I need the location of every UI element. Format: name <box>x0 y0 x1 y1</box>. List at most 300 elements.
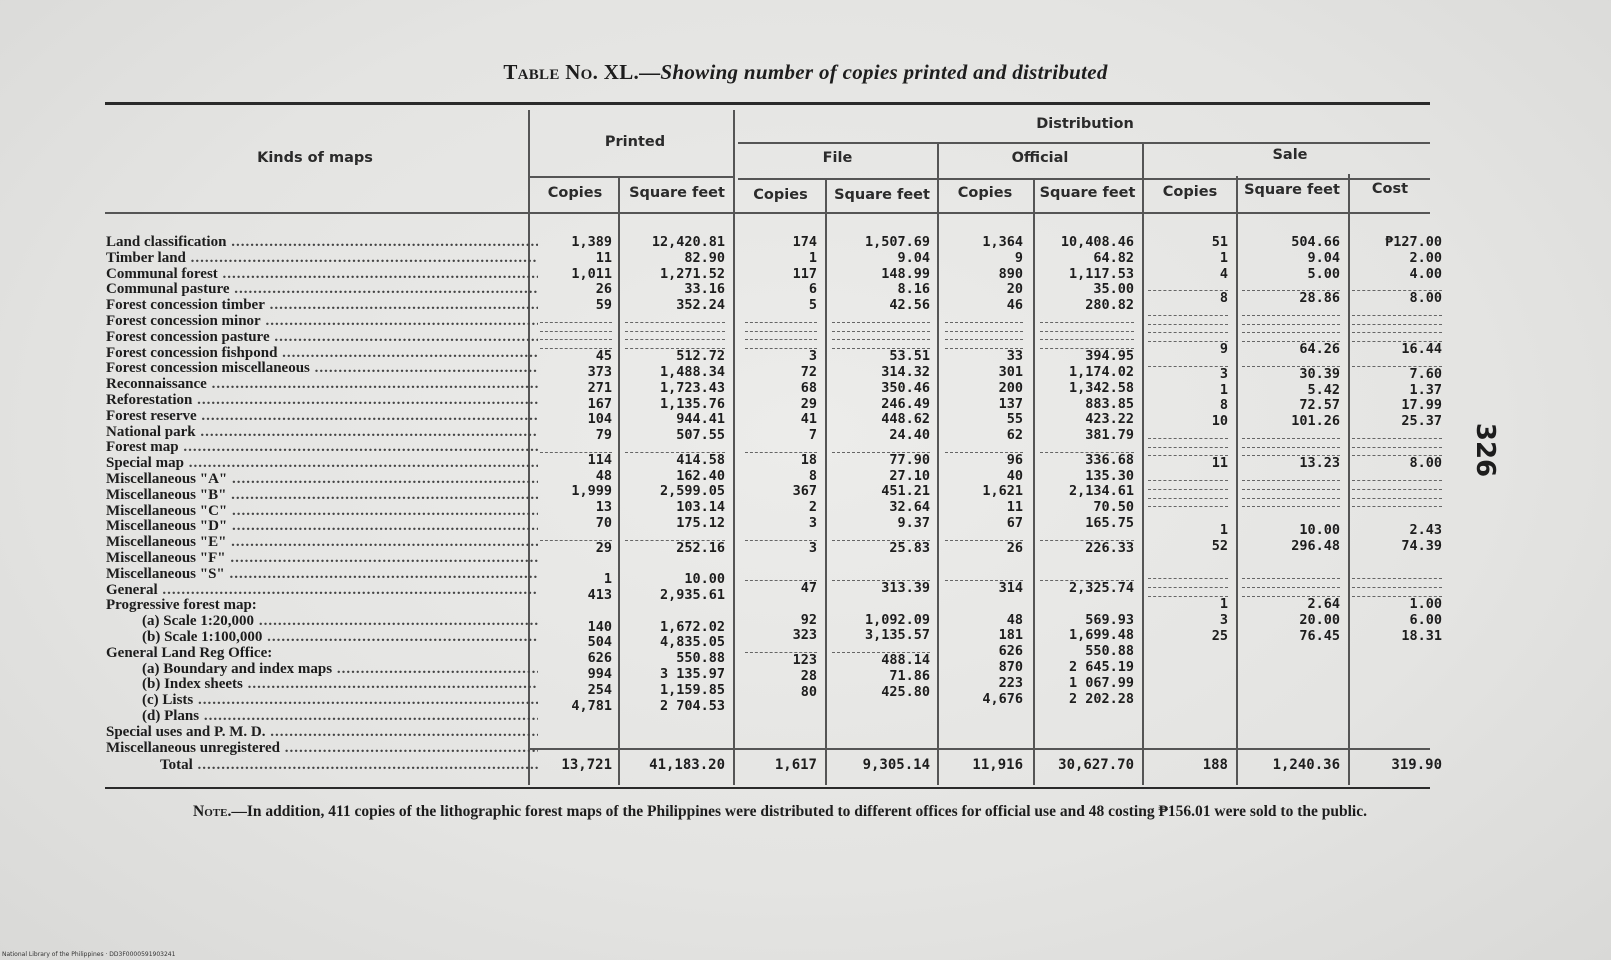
table-cell: 4 <box>1219 265 1228 282</box>
header-sale-sqft: Square feet <box>1244 182 1340 198</box>
table-cell: 1,364 <box>982 234 1023 250</box>
table-cell: ₱127.00 <box>1385 234 1442 250</box>
table-cell: 46 <box>1006 297 1023 314</box>
table-cell: 68 <box>800 379 817 396</box>
dash-leader <box>745 333 817 349</box>
table-cell: 1,999 <box>571 483 612 500</box>
table-cell: 7.60 <box>1409 365 1442 382</box>
table-cell: 1,342.58 <box>1068 379 1134 396</box>
map-kind-label: Miscellaneous "A" ..... <box>106 472 538 488</box>
table-cell: 167 <box>587 395 612 412</box>
grid-line <box>738 142 1430 144</box>
header-file: File <box>822 150 853 166</box>
dash-leader <box>1242 492 1340 508</box>
dash-leader <box>1148 441 1228 457</box>
table-cell: 1,723.43 <box>659 379 725 396</box>
table-cell: 413 <box>587 586 612 603</box>
table-cell: 2,935.61 <box>659 586 725 603</box>
map-kind-label: Forest concession fishpond ..... <box>106 346 538 362</box>
header-file-sqft: Square feet <box>834 187 930 203</box>
table-cell: 451.21 <box>881 483 930 500</box>
table-cell: 2.64 <box>1307 595 1340 612</box>
table-cell: 17.99 <box>1401 397 1442 414</box>
table-cell: 137 <box>998 395 1023 412</box>
table-cell: 314 <box>998 579 1023 596</box>
table-cell: 550.88 <box>1085 643 1134 660</box>
map-kind-label: Communal pasture ..... <box>106 282 538 298</box>
dash-leader <box>1352 581 1442 597</box>
table-cell: 3 135.97 <box>659 665 725 682</box>
table-cell: 32.64 <box>889 499 930 516</box>
total-official-sqft: 30,627.70 <box>1058 757 1134 773</box>
table-cell: 26 <box>595 281 612 298</box>
table-cell: 423.22 <box>1085 411 1134 428</box>
page-number: 326 <box>1470 422 1500 478</box>
top-rule <box>105 102 1430 105</box>
table-cell: 72 <box>800 363 817 380</box>
header-printed-copies: Copies <box>547 185 603 201</box>
empty-cell <box>1040 565 1134 581</box>
table-cell: 1.37 <box>1409 381 1442 398</box>
table-cell: 1,159.85 <box>659 681 725 698</box>
empty-cell <box>1352 492 1442 508</box>
table-cell: 103.14 <box>676 499 725 516</box>
table-cell: 1 <box>808 249 817 266</box>
total-file-sqft: 9,305.14 <box>862 757 930 773</box>
table-cell: 55 <box>1006 411 1023 428</box>
table-cell: 890 <box>998 265 1023 282</box>
grid-line <box>1142 144 1144 785</box>
table-cell: 30.39 <box>1299 365 1340 382</box>
table-cell: 10 <box>1211 413 1228 430</box>
table-cell: 3 <box>808 514 817 531</box>
empty-cell <box>1148 507 1228 523</box>
map-kind-label: Miscellaneous "E" ..... <box>106 535 538 551</box>
empty-cell <box>945 565 1023 581</box>
table-cell: 9.04 <box>1307 249 1340 266</box>
table-cell: 140 <box>587 618 612 635</box>
table-cell: 5 <box>808 297 817 314</box>
table-cell: 1,672.02 <box>659 618 725 635</box>
map-kind-label: National park ..... <box>106 425 538 441</box>
file-copies-column <box>745 235 817 700</box>
header-distribution: Distribution <box>1036 116 1134 132</box>
dash-leader <box>1148 492 1228 508</box>
map-kind-label: Miscellaneous unregistered ..... <box>106 741 538 757</box>
table-cell: 1,117.53 <box>1068 265 1134 282</box>
table-cell: 1,488.34 <box>659 363 725 380</box>
dash-leader <box>1148 275 1228 291</box>
table-cell: 569.93 <box>1085 611 1134 628</box>
table-cell: 313.39 <box>881 579 930 596</box>
empty-cell <box>625 604 725 620</box>
table-cell: 1,011 <box>571 265 612 282</box>
table-cell: 8 <box>808 467 817 484</box>
map-kind-label: Miscellaneous "C" ..... <box>106 504 538 520</box>
table-cell: 8 <box>1219 290 1228 307</box>
table-cell: 92 <box>800 611 817 628</box>
table-cell: 174 <box>792 234 817 250</box>
table-cell: 626 <box>998 643 1023 660</box>
empty-cell <box>832 565 930 581</box>
header-file-copies: Copies <box>753 187 808 203</box>
total-sale-copies: 188 <box>1202 757 1228 773</box>
table-cell: 2 704.53 <box>659 697 725 714</box>
dash-leader <box>540 333 612 349</box>
table-cell: 448.62 <box>881 411 930 428</box>
dash-leader <box>1040 565 1134 581</box>
table-cell: 42.56 <box>889 297 930 314</box>
table-cell: 3 <box>808 348 817 365</box>
dash-leader <box>625 333 725 349</box>
map-kind-label: Special uses and P. M. D. ..... <box>106 725 538 741</box>
table-cell: 29 <box>800 395 817 412</box>
empty-cell <box>625 333 725 349</box>
table-cell: 4,835.05 <box>659 634 725 651</box>
table-title-prefix: Table No. XL.— <box>503 60 661 84</box>
table-cell: 488.14 <box>881 651 930 668</box>
map-kind-label: Timber land ..... <box>106 251 538 267</box>
map-kind-label: Special map ..... <box>106 456 538 472</box>
empty-cell <box>745 333 817 349</box>
table-cell: 27.10 <box>889 467 930 484</box>
table-cell: 47 <box>800 579 817 596</box>
empty-cell <box>1352 507 1442 523</box>
table-cell: 4,676 <box>982 690 1023 707</box>
empty-cell <box>1148 492 1228 508</box>
table-cell: 944.41 <box>676 411 725 428</box>
table-cell: 64.82 <box>1093 249 1134 266</box>
table-cell: 226.33 <box>1085 539 1134 556</box>
table-cell: 18 <box>800 451 817 468</box>
total-file-copies: 1,617 <box>774 757 817 773</box>
printed-sqft-column <box>625 235 725 714</box>
table-cell: 1,092.09 <box>864 611 930 628</box>
table-cell: 1,699.48 <box>1068 627 1134 644</box>
dash-leader <box>1242 441 1340 457</box>
table-cell: 28 <box>800 667 817 684</box>
map-kind-label: Land classification ..... <box>106 235 538 251</box>
dash-leader <box>832 565 930 581</box>
table-cell: 26 <box>1006 539 1023 556</box>
table-cell: 114 <box>587 451 612 468</box>
official-copies-column <box>945 235 1023 707</box>
table-cell: 2 <box>808 499 817 516</box>
header-sale-copies: Copies <box>1162 184 1218 200</box>
table-cell: 48 <box>595 467 612 484</box>
table-cell: 165.75 <box>1085 514 1134 531</box>
table-cell: 1,389 <box>571 234 612 250</box>
dash-leader <box>1148 326 1228 342</box>
table-cell: 48 <box>1006 611 1023 628</box>
table-cell: 2.43 <box>1409 522 1442 539</box>
map-kind-label: Miscellaneous "S" ..... <box>106 567 538 583</box>
table-cell: 367 <box>792 483 817 500</box>
map-kind-label: (c) Lists ..... <box>106 693 538 709</box>
table-cell: 52 <box>1211 537 1228 554</box>
table-cell: 175.12 <box>676 514 725 531</box>
table-cell: 2.00 <box>1409 249 1442 266</box>
table-cell: 9 <box>1219 341 1228 358</box>
dash-leader <box>945 333 1023 349</box>
table-cell: 2,325.74 <box>1068 579 1134 596</box>
table-cell: 2,134.61 <box>1068 483 1134 500</box>
table-cell: 414.58 <box>676 451 725 468</box>
empty-cell <box>540 333 612 349</box>
map-kind-label: Forest map ..... <box>106 440 538 456</box>
empty-cell <box>832 597 930 613</box>
table-cell: 101.26 <box>1291 413 1340 430</box>
table-cell: 45 <box>595 348 612 365</box>
table-cell: 1,271.52 <box>659 265 725 282</box>
table-cell: 1 <box>603 571 612 588</box>
empty-cell <box>1148 441 1228 457</box>
table-cell: 280.82 <box>1085 297 1134 314</box>
map-kind-label: Communal forest ..... <box>106 267 538 283</box>
table-cell: 252.16 <box>676 539 725 556</box>
map-kind-label: (b) Scale 1:100,000 ..... <box>106 630 538 646</box>
dash-leader <box>1352 326 1442 342</box>
table-cell: 1,621 <box>982 483 1023 500</box>
table-cell: 2 202.28 <box>1068 690 1134 707</box>
map-kind-label: (d) Plans ..... <box>106 709 538 725</box>
table-cell: 336.68 <box>1085 451 1134 468</box>
table-cell: 33 <box>1006 348 1023 365</box>
table-cell: 82.90 <box>684 249 725 266</box>
table-cell: 223 <box>998 674 1023 691</box>
table-cell: 33.16 <box>684 281 725 298</box>
empty-cell <box>832 333 930 349</box>
table-cell: 1,135.76 <box>659 395 725 412</box>
table-cell: 7 <box>808 427 817 444</box>
table-cell: 80 <box>800 683 817 700</box>
table-cell: 29 <box>595 539 612 556</box>
note-lead: Note. <box>193 803 232 820</box>
table-cell: 4,781 <box>571 697 612 714</box>
empty-cell <box>745 437 817 453</box>
table-cell: 71.86 <box>889 667 930 684</box>
table-cell: 10.00 <box>1299 522 1340 539</box>
dash-leader <box>745 565 817 581</box>
cost-column <box>1352 235 1442 644</box>
empty-cell <box>1352 441 1442 457</box>
table-cell: 394.95 <box>1085 348 1134 365</box>
empty-cell <box>1040 333 1134 349</box>
dash-leader <box>1148 351 1228 367</box>
table-cell: 6 <box>808 281 817 298</box>
table-note <box>110 800 1450 824</box>
table-cell: 117 <box>792 265 817 282</box>
map-kind-label: Reforestation ..... <box>106 393 538 409</box>
table-cell: 181 <box>998 627 1023 644</box>
table-cell: 41 <box>800 411 817 428</box>
table-cell: 1 <box>1219 249 1228 266</box>
empty-cell <box>745 565 817 581</box>
table-cell: 425.80 <box>881 683 930 700</box>
table-cell: 1 <box>1219 595 1228 612</box>
table-cell: 1 <box>1219 381 1228 398</box>
map-kind-label: Forest concession pasture ..... <box>106 330 538 346</box>
table-cell: 18.31 <box>1401 627 1442 644</box>
table-cell: 254 <box>587 681 612 698</box>
map-kind-label: (b) Index sheets ..... <box>106 677 538 693</box>
table-cell: 381.79 <box>1085 427 1134 444</box>
table-cell: 12,420.81 <box>651 234 725 250</box>
map-kind-label: Forest concession miscellaneous ..... <box>106 361 538 377</box>
empty-cell <box>625 556 725 572</box>
map-kind-label: Miscellaneous "B" ..... <box>106 488 538 504</box>
table-cell: 28.86 <box>1299 290 1340 307</box>
table-cell: 8.00 <box>1409 290 1442 307</box>
table-cell: 5.42 <box>1307 381 1340 398</box>
table-cell: 11 <box>595 249 612 266</box>
table-cell: 20 <box>1006 281 1023 298</box>
table-cell: 25.37 <box>1401 413 1442 430</box>
dash-leader <box>1242 581 1340 597</box>
table-cell: 51 <box>1211 234 1228 250</box>
table-cell: 323 <box>792 627 817 644</box>
table-title-italic: Showing number of copies printed and distributed <box>660 60 1108 84</box>
table-cell: 6.00 <box>1409 611 1442 628</box>
table-cell: 4.00 <box>1409 265 1442 282</box>
grid-line <box>530 176 735 178</box>
empty-cell <box>1242 492 1340 508</box>
table-cell: 1 067.99 <box>1068 674 1134 691</box>
map-kind-label: Progressive forest map: <box>106 598 257 614</box>
table-cell: 350.46 <box>881 379 930 396</box>
table-cell: 870 <box>998 658 1023 675</box>
table-cell: 104 <box>587 411 612 428</box>
map-kind-label: Miscellaneous "F" ..... <box>106 551 538 567</box>
empty-cell <box>1242 581 1340 597</box>
table-cell: 77.90 <box>889 451 930 468</box>
sale-copies-column <box>1148 235 1228 644</box>
table-cell: 76.45 <box>1299 627 1340 644</box>
table-cell: 62 <box>1006 427 1023 444</box>
table-cell: 3 <box>1219 611 1228 628</box>
scan-footer: National Library of the Philippines · DD3F0000591903241 <box>2 951 176 958</box>
table-cell: 53.51 <box>889 348 930 365</box>
map-kind-label: (a) Scale 1:20,000 ..... <box>106 614 538 630</box>
note-text: —In addition, 411 copies of the lithographic forest maps of the Philippines were distributed to different offices for official use and 48 costing ₱156.01 were sold to the public. <box>231 803 1367 820</box>
empty-cell <box>745 597 817 613</box>
sale-sqft-column <box>1242 235 1340 644</box>
table-cell: 296.48 <box>1291 537 1340 554</box>
table-cell: 25 <box>1211 627 1228 644</box>
table-cell: 79 <box>595 427 612 444</box>
empty-cell <box>745 525 817 541</box>
grid-line <box>1348 174 1350 785</box>
map-kind-label: (a) Boundary and index maps ..... <box>106 662 538 678</box>
table-cell: 13 <box>595 499 612 516</box>
table-cell: 512.72 <box>676 348 725 365</box>
table-cell: 10.00 <box>684 571 725 588</box>
map-kind-label: Reconnaissance ..... <box>106 377 538 393</box>
table-cell: 994 <box>587 665 612 682</box>
table-cell: 301 <box>998 363 1023 380</box>
table-cell: 352.24 <box>676 297 725 314</box>
table-cell: 64.26 <box>1299 341 1340 358</box>
table-cell: 246.49 <box>881 395 930 412</box>
table-cell: 25.83 <box>889 539 930 556</box>
empty-cell <box>1242 326 1340 342</box>
table-cell: 507.55 <box>676 427 725 444</box>
header-sale: Sale <box>1272 147 1308 163</box>
official-sqft-column <box>1040 235 1134 707</box>
table-cell: 1,507.69 <box>864 234 930 250</box>
table-cell: 8.16 <box>897 281 930 298</box>
grid-line <box>937 144 939 785</box>
table-cell: 40 <box>1006 467 1023 484</box>
dash-leader <box>1148 581 1228 597</box>
table-cell: 70.50 <box>1093 499 1134 516</box>
table-cell: 74.39 <box>1401 537 1442 554</box>
table-cell: 59 <box>595 297 612 314</box>
table-cell: 2,599.05 <box>659 483 725 500</box>
table-cell: 3 <box>808 539 817 556</box>
header-official-copies: Copies <box>957 185 1013 201</box>
empty-cell <box>1352 326 1442 342</box>
table-cell: 67 <box>1006 514 1023 531</box>
map-kind-label: General Land Reg Office: <box>106 645 273 661</box>
empty-cell <box>1242 507 1340 523</box>
dash-leader <box>745 437 817 453</box>
table-cell: 314.32 <box>881 363 930 380</box>
total-cost: 319.90 <box>1391 757 1442 773</box>
dash-leader <box>1242 326 1340 342</box>
table-cell: 20.00 <box>1299 611 1340 628</box>
empty-cell <box>1040 597 1134 613</box>
table-cell: 3,135.57 <box>864 627 930 644</box>
total-printed-copies: 13,721 <box>561 757 612 773</box>
table-cell: 72.57 <box>1299 397 1340 414</box>
table-cell: 1 <box>1219 522 1228 539</box>
table-cell: 9 <box>1014 249 1023 266</box>
empty-cell <box>540 556 612 572</box>
empty-cell <box>945 597 1023 613</box>
empty-cell <box>945 333 1023 349</box>
dash-leader <box>832 333 930 349</box>
total-label: Total ..... <box>160 757 540 774</box>
map-kind-label: General ..... <box>106 583 538 599</box>
table-cell: 123 <box>792 651 817 668</box>
grid-line <box>1033 178 1035 785</box>
table-cell: 504 <box>587 634 612 651</box>
grid-line <box>530 748 1430 750</box>
table-cell: 135.30 <box>1085 467 1134 484</box>
table-cell: 8 <box>1219 397 1228 414</box>
table-cell: 271 <box>587 379 612 396</box>
table-cell: 1,174.02 <box>1068 363 1134 380</box>
table-cell: 148.99 <box>881 265 930 282</box>
table-cell: 3 <box>1219 365 1228 382</box>
table-cell: 550.88 <box>676 650 725 667</box>
dash-leader <box>745 525 817 541</box>
table-cell: 13.23 <box>1299 455 1340 472</box>
grid-line <box>1236 176 1238 785</box>
table-cell: 10,408.46 <box>1060 234 1134 250</box>
total-official-copies: 11,916 <box>972 757 1023 773</box>
header-kinds: Kinds of maps <box>257 150 373 166</box>
table-cell: 24.40 <box>889 427 930 444</box>
table-cell: 2 645.19 <box>1068 658 1134 675</box>
dash-leader <box>1040 333 1134 349</box>
map-kind-label: Miscellaneous "D" ..... <box>106 519 538 535</box>
table-cell: 35.00 <box>1093 281 1134 298</box>
total-printed-sqft: 41,183.20 <box>649 757 725 773</box>
empty-cell <box>540 604 612 620</box>
table-cell: 626 <box>587 650 612 667</box>
